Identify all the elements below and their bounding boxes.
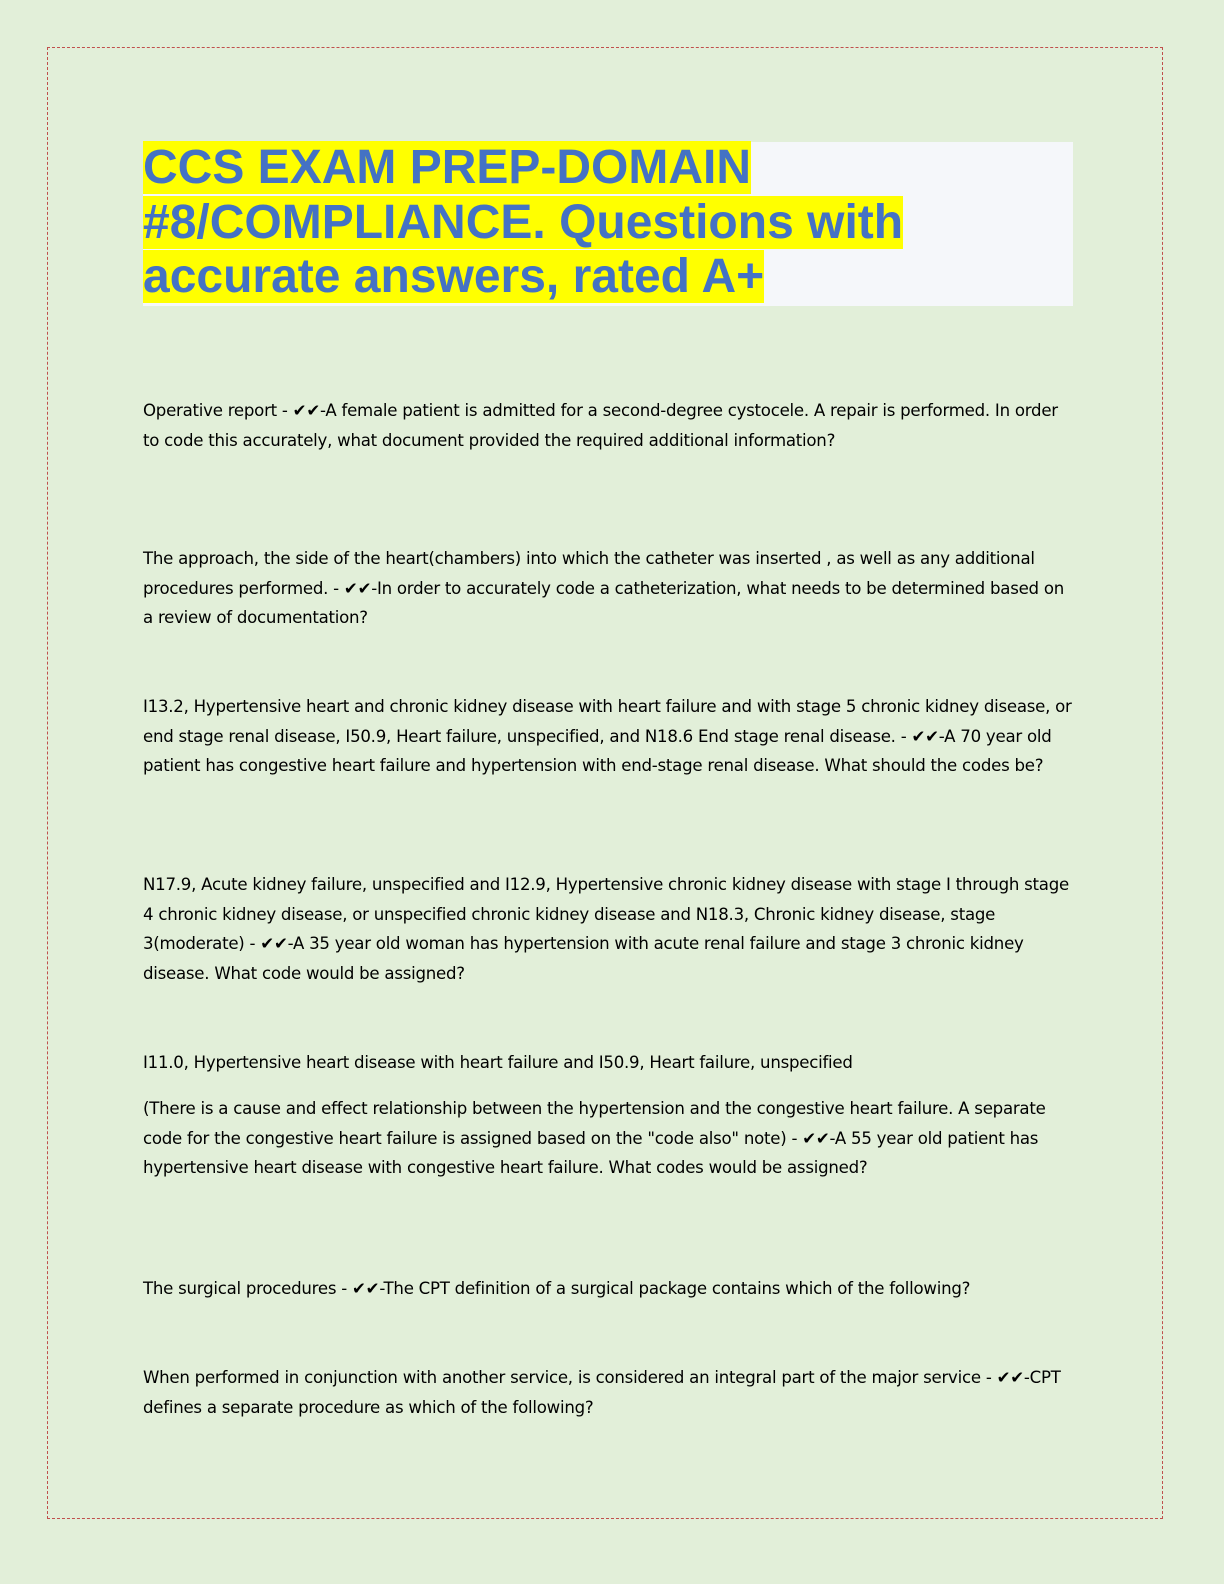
title-line-1: CCS EXAM PREP-DOMAIN [143, 141, 752, 194]
qa-paragraph-n17-9: N17.9, Acute kidney failure, unspecified and I12.9, Hypertensive chronic kidney disease with stage I through stage 4 chronic kidney disease, or unspecified chronic kidney disease and N18.3, Chronic kidney disease, stage 3(moderate) - ✔✔-A 35 year old woman has hypertension with acute renal failure and stage 3 chronic kidney disease. What code would be assigned? [143, 875, 1069, 983]
title-line-3: accurate answers, rated A+ [143, 250, 765, 303]
qa-paragraph-separate-procedure: When performed in conjunction with another service, is considered an integral part of the major service - ✔✔-CPT defines a separate procedure as which of the following? [143, 1368, 1061, 1417]
qa-paragraph-cause-effect: (There is a cause and effect relationship between the hypertension and the congestive heart failure. A separate code for the congestive heart failure is assigned based on the "code also" note) - ✔✔-A 55 year old patient has hypertensive heart disease with congestive heart failure. What codes would be assigned? [143, 1099, 1046, 1177]
document-title [143, 141, 1073, 305]
qa-paragraph-i11-0: I11.0, Hypertensive heart disease with heart failure and I50.9, Heart failure, unspecified [143, 1053, 853, 1072]
qa-paragraph-surgical-package: The surgical procedures - ✔✔-The CPT definition of a surgical package contains which of the following? [143, 1279, 971, 1298]
qa-paragraph-catheterization: The approach, the side of the heart(chambers) into which the catheter was inserted , as well as any additional procedures performed. - ✔✔-In order to accurately code a catheterization, what needs to be determined based on a review of documentation? [143, 549, 1065, 627]
title-line-2: #8/COMPLIANCE. Questions with [143, 195, 904, 249]
qa-paragraph-operative-report: Operative report - ✔✔-A female patient is admitted for a second-degree cystocele. A repair is performed. In order to code this accurately, what document provided the required additional information? [143, 401, 1058, 450]
qa-paragraph-i13-2: I13.2, Hypertensive heart and chronic kidney disease with heart failure and with stage 5 chronic kidney disease, or end stage renal disease, I50.9, Heart failure, unspecified, and N18.6 End stage renal disease. - ✔✔-A 70 year old patient has congestive heart failure and hypertension with end-stage renal disease. What should the codes be? [143, 697, 1072, 775]
